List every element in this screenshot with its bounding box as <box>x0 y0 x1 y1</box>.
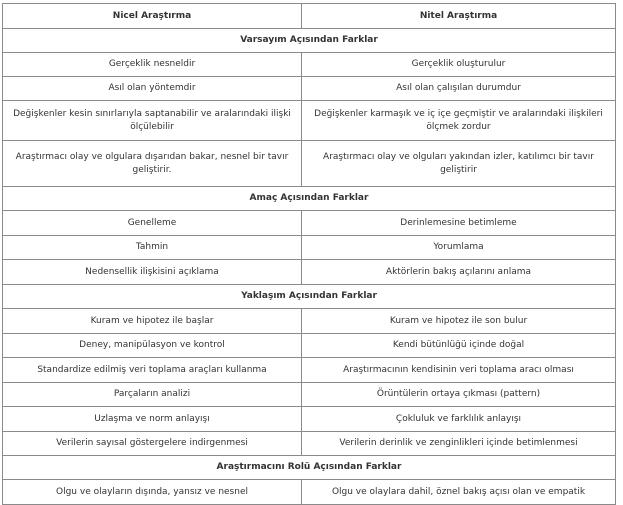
quantitative-cell: Kuram ve hipotez ile başlar <box>3 309 302 334</box>
table-row <box>3 101 616 141</box>
qualitative-cell: Çokluluk ve farklılık anlayışı <box>302 407 616 432</box>
qualitative-cell: Araştırmacının kendisinin veri toplama aracı olması <box>302 358 616 383</box>
qualitative-cell: Kuram ve hipotez ile son bulur <box>302 309 616 334</box>
table-row <box>3 77 616 101</box>
table-body <box>3 29 616 505</box>
quantitative-cell: Asıl olan yöntemdir <box>3 77 302 101</box>
table-row <box>3 334 616 358</box>
quantitative-cell: Olgu ve olayların dışında, yansız ve nesnel <box>3 480 302 505</box>
table-row <box>3 407 616 432</box>
table-row <box>3 260 616 285</box>
comparison-table <box>2 3 616 505</box>
qualitative-cell: Gerçeklik oluşturulur <box>302 53 616 77</box>
table-row <box>3 53 616 77</box>
qualitative-cell: Aktörlerin bakış açılarını anlama <box>302 260 616 285</box>
quantitative-cell: Verilerin sayısal göstergelere indirgenmesi <box>3 432 302 456</box>
section-title: Araştırmacını Rolü Açısından Farklar <box>3 456 616 480</box>
table-header-row <box>3 4 616 29</box>
qualitative-cell: Örüntülerin ortaya çıkması (pattern) <box>302 383 616 407</box>
qualitative-cell: Asıl olan çalışılan durumdur <box>302 77 616 101</box>
section-title: Yaklaşım Açısından Farklar <box>3 285 616 309</box>
quantitative-cell: Tahmin <box>3 236 302 260</box>
section-row <box>3 29 616 53</box>
qualitative-cell: Olgu ve olaylara dahil, öznel bakış açısı olan ve empatik <box>302 480 616 505</box>
qualitative-cell: Kendi bütünlüğü içinde doğal <box>302 334 616 358</box>
quantitative-cell: Uzlaşma ve norm anlayışı <box>3 407 302 432</box>
header-quantitative: Nicel Araştırma <box>3 4 302 29</box>
qualitative-cell: Verilerin derinlik ve zenginlikleri içinde betimlenmesi <box>302 432 616 456</box>
quantitative-cell: Araştırmacı olay ve olgulara dışarıdan bakar, nesnel bir tavır geliştirir. <box>3 141 302 187</box>
qualitative-cell: Yorumlama <box>302 236 616 260</box>
qualitative-cell: Araştırmacı olay ve olguları yakından izler, katılımcı bir tavır geliştirir <box>302 141 616 187</box>
quantitative-cell: Gerçeklik nesneldir <box>3 53 302 77</box>
quantitative-cell: Genelleme <box>3 211 302 236</box>
quantitative-cell: Deney, manipülasyon ve kontrol <box>3 334 302 358</box>
table-row <box>3 309 616 334</box>
quantitative-cell: Standardize edilmiş veri toplama araçları kullanma <box>3 358 302 383</box>
section-title: Amaç Açısından Farklar <box>3 187 616 211</box>
table-row <box>3 432 616 456</box>
qualitative-cell: Derinlemesine betimleme <box>302 211 616 236</box>
section-title: Varsayım Açısından Farklar <box>3 29 616 53</box>
table-row <box>3 236 616 260</box>
section-row <box>3 187 616 211</box>
table-row <box>3 211 616 236</box>
quantitative-cell: Nedensellik ilişkisini açıklama <box>3 260 302 285</box>
quantitative-cell: Parçaların analizi <box>3 383 302 407</box>
header-qualitative: Nitel Araştırma <box>302 4 616 29</box>
table-row <box>3 358 616 383</box>
section-row <box>3 456 616 480</box>
table-row <box>3 383 616 407</box>
qualitative-cell: Değişkenler karmaşık ve iç içe geçmiştir ve aralarındaki ilişkileri ölçmek zordur <box>302 101 616 141</box>
quantitative-cell: Değişkenler kesin sınırlarıyla saptanabilir ve aralarındaki ilişki ölçülebilir <box>3 101 302 141</box>
table-row <box>3 141 616 187</box>
section-row <box>3 285 616 309</box>
table-row <box>3 480 616 505</box>
